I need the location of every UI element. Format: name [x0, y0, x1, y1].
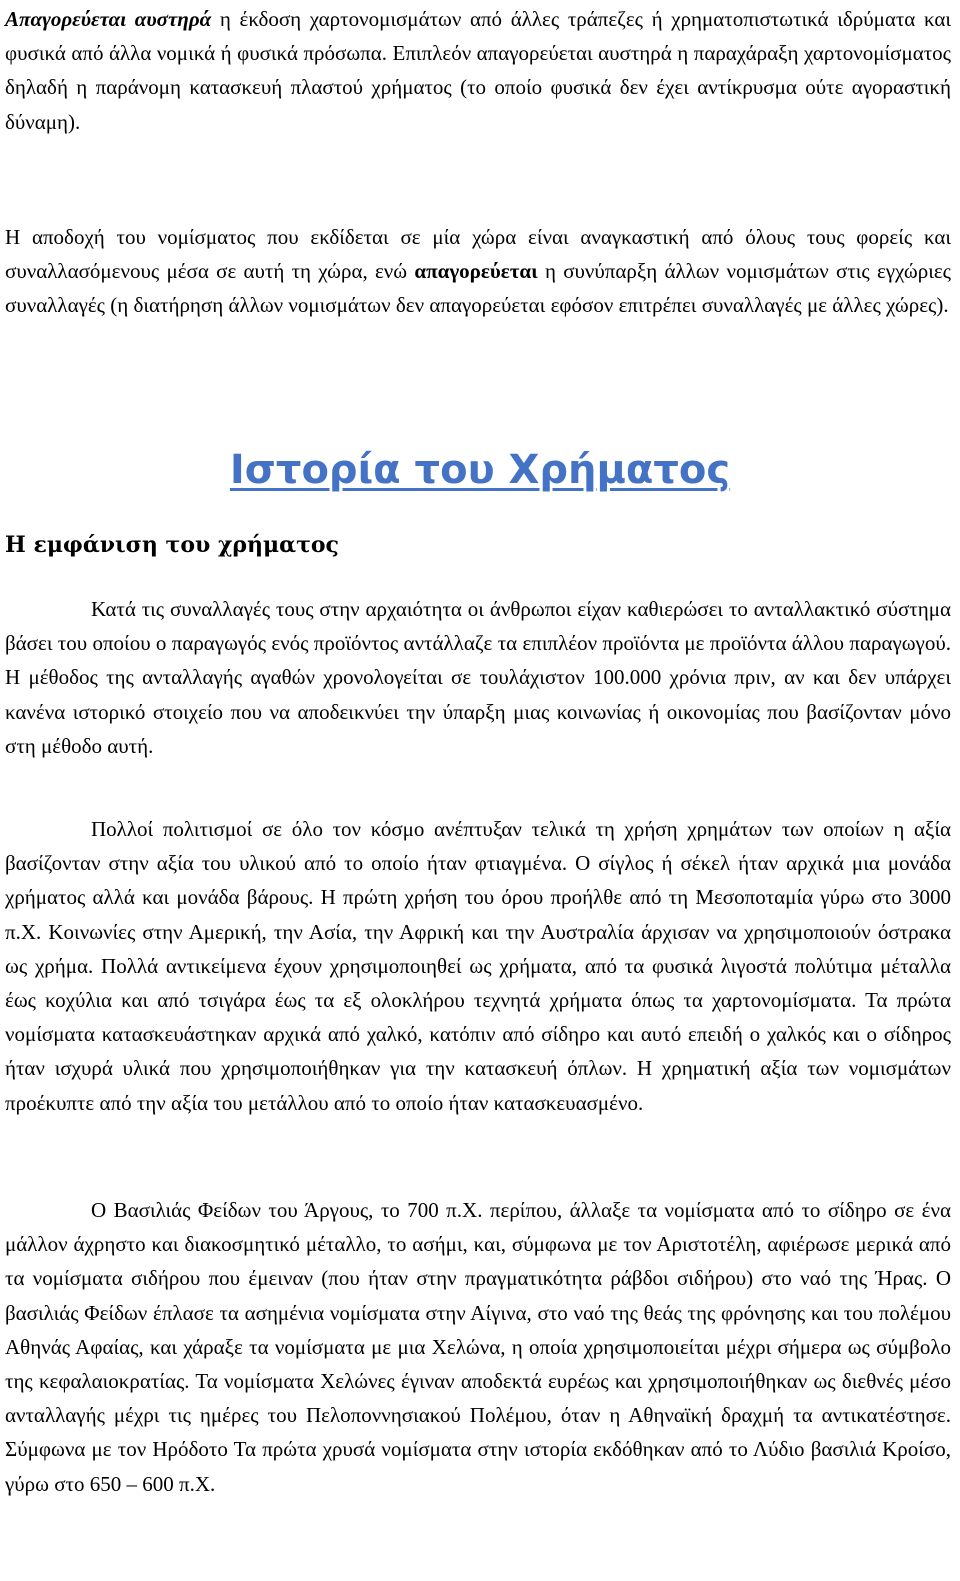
paragraph-text: Η αποδοχή του νομίσματος που εκδίδεται σε μία χώρα είναι αναγκαστική από όλους τους φορείς και συναλλασόμενους μέσα σε αυτή τη χώρα, ενώ [5, 225, 951, 284]
main-title: Ιστορία του Χρήματος [229, 447, 731, 493]
paragraph-king-pheidon: Ο Βασιλιάς Φείδων του Άργους, το 700 π.Χ. περίπου, άλλαξε τα νομίσματα από το σίδηρο σε ένα μάλλον άχρηστο και διακοσμητικό μέταλλο, το ασήμι, και, σύμφωνα με τον Αριστοτέλη, αφιέρωσε μερικά από τα νομίσματα σιδήρου που έμειναν (που ήταν στην πραγματικότητα ράβδοι σιδήρου) στο ναό της Ήρας. Ο βασιλιάς Φείδων έπλασε τα ασημένια νομίσματα στην Αίγινα, στο ναό της θεάς της φρόνησης και του πολέμου Αθηνάς Αφαίας, και χάραξε τα νομίσματα με μια Χελώνα, η οποία χρησιμοποιείται μέχρι σήμερα ως σύμβολο της κεφαλαιοκρατίας. Τα νομίσματα Χελώνες έγιναν αποδεκτά ευρέως και χρησιμοποιήθηκαν ως διεθνές μέσο ανταλλαγής μέχρι τις ημέρες του Πελοποννησιακού Πολέμου, όταν η Αθηναϊκή δραχμή τα αντικατέστησε. Σύμφωνα με τον Ηρόδοτο Τα πρώτα χρυσά νομίσματα στην ιστορία εκδόθηκαν από το Λύδιο βασιλιά Κροίσο, γύρω στο 650 – 600 π.Χ. [5, 1198, 951, 1496]
emphasis-strictly-forbidden: Απαγορεύεται αυστηρά [5, 7, 212, 31]
section-title: Η εμφάνιση του χρήματος [5, 532, 339, 558]
paragraph-commodity-money: Πολλοί πολιτισμοί σε όλο τον κόσμο ανέπτυξαν τελικά τη χρήση χρημάτων των οποίων η αξία βασίζονταν στην αξία του υλικού από το οποίο ήταν φτιαγμένα. Ο σίγλος ή σέκελ ήταν αρχικά μια μονάδα χρήματος αλλά και μονάδα βάρους. Η πρώτη χρήση του όρου προήλθε από τη Μεσοποταμία γύρω στο 3000 π.Χ. Κοινωνίες στην Αμερική, την Ασία, την Αφρική και την Αυστραλία άρχισαν να χρησιμοποιούν όστρακα ως χρήμα. Πολλά αντικείμενα έχουν χρησιμοποιηθεί ως χρήματα, από τα φυσικά λιγοστά πολύτιμα μέταλλα έως κοχύλια και από τσιγάρα έως τα εξ ολοκλήρου τεχνητά χρήματα όπως τα χαρτονομίσματα. Τα πρώτα νομίσματα κατασκευάστηκαν αρχικά από χαλκό, κατόπιν από σίδηρο και αυτό επειδή ο χαλκός και ο σίδηρος ήταν ισχυρά υλικά που χρησιμοποιήθηκαν για την κατασκευή όπλων. Η χρηματική αξία των νομισμάτων προέκυπτε από την αξία του μετάλλου από το οποίο ήταν κατασκευασμένο. [5, 817, 951, 1115]
paragraph-currency-acceptance [5, 220, 951, 323]
emphasis-forbidden: απαγορεύεται [414, 259, 538, 284]
paragraph-text: η έκδοση χαρτονομισμάτων από άλλες τράπεζες ή χρηματοπιστωτικά ιδρύματα και φυσικά από άλλα νομικά ή φυσικά πρόσωπα. Επιπλεόν απαγορεύεται αυστηρά η παραχάραξη χαρτονομίσματος δηλαδή η παράνομη κατασκευή πλαστού χρήματος (το οποίο φυσικά δεν έχει αντίκρυσμα ούτε αγοραστική δύναμη). [5, 7, 951, 134]
paragraph-text: η συνύπαρξη άλλων νομισμάτων στις εγχώριες συναλλαγές (η διατήρηση άλλων νομισμάτων δεν απαγορεύεται εφόσον επιτρέπει συναλλαγές με άλλες χώρες). [5, 259, 951, 318]
paragraph-ban-on-issuance [5, 2, 951, 139]
paragraph-barter-system: Κατά τις συναλλαγές τους στην αρχαιότητα οι άνθρωποι είχαν καθιερώσει το ανταλλακτικό σύστημα βάσει του οποίου ο παραγωγός ενός προϊόντος αντάλλαζε τα επιπλέον προϊόντα με προϊόντα άλλου παραγωγού. Η μέθοδος της ανταλλαγής αγαθών χρονολογείται σε τουλάχιστον 100.000 χρόνια πριν, αν και δεν υπάρχει κανένα ιστορικό στοιχείο που να αποδεικνύει την ύπαρξη μιας κοινωνίας ή οικονομίας που βασίζονταν μόνο στη μέθοδο αυτή. [5, 597, 951, 758]
